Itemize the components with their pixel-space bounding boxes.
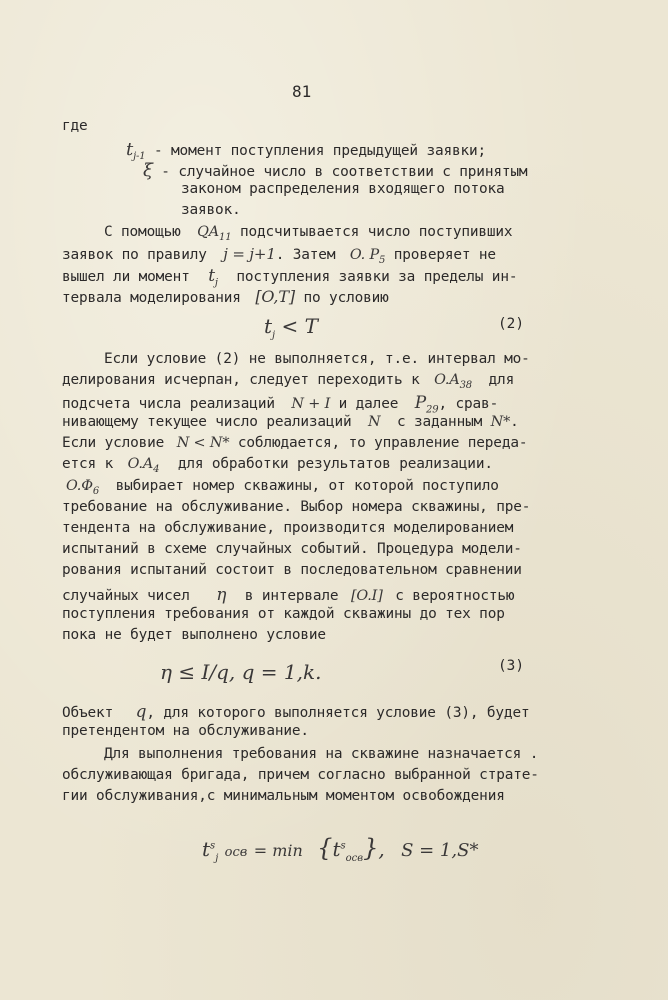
paragraph-line: Для выполнения требования на скважине назначается . xyxy=(104,746,539,762)
interval: [O,T] xyxy=(255,287,295,306)
symbol: t xyxy=(126,139,134,160)
paragraph-line: вышел ли момент $t_j$ поступления заявки за пределы ин- xyxy=(62,266,518,289)
paragraph-line: нивающему текущее число реализаций N с заданным N*. xyxy=(62,414,519,430)
symbol-eta: η xyxy=(216,585,227,605)
symbol-q: q xyxy=(135,702,147,722)
definition-item xyxy=(126,139,486,162)
condition: N < N* xyxy=(176,435,230,451)
paragraph-line: ется к $O.A_4$ для обработки результатов реализации. xyxy=(62,456,493,475)
paragraph-line: пока не будет выполнено условие xyxy=(62,627,326,643)
paragraph-line: Объект q, для которого выполняется условие (3), будет xyxy=(62,702,530,722)
paragraph-line: требование на обслуживание. Выбор номера скважины, пре- xyxy=(62,499,531,515)
paragraph-line: случайных чисел η в интервале [O.I] с вероятностью xyxy=(62,585,515,605)
operator: O. $P_5$ xyxy=(349,247,386,266)
symbol: $t_j$ xyxy=(208,266,218,289)
symbol-n-star: N* xyxy=(490,414,511,430)
paragraph-line: претендентом на обслуживание. xyxy=(62,723,309,739)
symbol-subscript: j-1 xyxy=(133,150,146,162)
operator: $O.A_{38}$ xyxy=(434,372,473,391)
paragraph-line: тервала моделирования [O,T] по условию xyxy=(62,287,389,306)
page-number: 81 xyxy=(292,82,312,101)
operator: $O.\Phi_6$ xyxy=(66,478,100,497)
definitions-intro: где xyxy=(62,118,88,134)
paragraph-line: подсчета числа реализаций N + I и далее $P_{29}$, срав- xyxy=(62,393,499,416)
equation-3-label: (3) xyxy=(498,658,524,674)
paragraph-line: испытаний в схеме случайных событий. Процедура модели- xyxy=(62,541,522,557)
interval: [O.I] xyxy=(350,588,383,604)
definition-text: случайное число в соответствии с принятым xyxy=(178,164,528,180)
equation-4: $t^s_j$ осв = $\min \{t^s_{осв}\}$, S = 1,S* xyxy=(202,834,479,864)
equation-3: η ≤ I/q, q = 1,k. xyxy=(160,660,322,684)
paragraph-line: заявок по правилу j = j+1. Затем O. $P_5$ проверяет не xyxy=(62,245,496,266)
paragraph-line: рования испытаний состоит в последовательном сравнении xyxy=(62,562,522,578)
operator: $QA_{11}$ xyxy=(197,224,232,243)
paragraph-line: Если условие (2) не выполняется, т.е. интервал мо- xyxy=(104,351,530,367)
operator: $O.A_4$ xyxy=(127,456,160,475)
paragraph-line: поступления требования от каждой скважины до тех пор xyxy=(62,606,505,622)
paragraph-line: гии обслуживания,с минимальным моментом освобождения xyxy=(62,788,505,804)
equation-2: $t_j < T$ xyxy=(264,314,318,341)
definition-continuation: законом распределения входящего потока xyxy=(181,181,505,197)
dash: - xyxy=(154,143,163,159)
paragraph-line: обслуживающая бригада, причем согласно выбранной страте- xyxy=(62,767,539,783)
paragraph-line: тендента на обслуживание, производится моделированием xyxy=(62,520,514,536)
expression: N + I xyxy=(291,396,331,412)
equation-2-label: (2) xyxy=(498,316,524,332)
symbol-n: N xyxy=(368,414,381,430)
symbol: ξ xyxy=(143,160,153,181)
paragraph-line: делирования исчерпан, следует переходить к $O.A_{38}$ для xyxy=(62,372,515,391)
paragraph-line: С помощью $QA_{11}$ подсчитывается число поступивших xyxy=(104,224,513,243)
dash: - xyxy=(161,164,170,180)
definition-text: момент поступления предыдущей заявки; xyxy=(171,143,487,159)
operator: $P_{29}$ xyxy=(414,393,439,416)
rule-expression: j = j+1 xyxy=(223,245,276,263)
paragraph-line: $O.\Phi_6$ выбирает номер скважины, от которой поступило xyxy=(66,478,499,497)
definition-continuation: заявок. xyxy=(181,202,241,218)
definition-item xyxy=(143,160,527,181)
paragraph-line: Если условие N < N* соблюдается, то управление переда- xyxy=(62,435,528,451)
